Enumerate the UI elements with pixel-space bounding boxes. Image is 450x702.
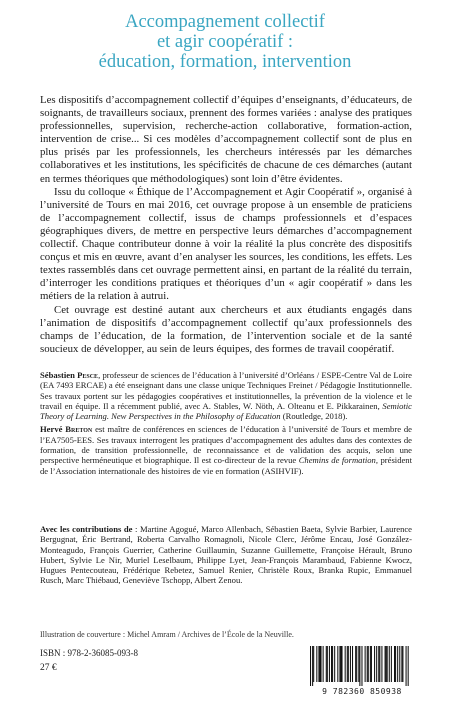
book-title — [0, 12, 450, 72]
contributors-list: : Martine Agogué, Marco Allenbach, Sébastien Baeta, Sylvie Barbier, Laurence Bergugnat, Éric Bertrand, Roberta Carvalho Romagnoli, Nicole Clerc, Jérôme Encau, José González-Monteagudo, François Guerrier, Catherine Guillaumin, Suzanne Guillemette, Françoise Hérault, Bruno Hubert, Sylvie Le Nir, Muriel Leselbaum, Philippe Lyet, Jean-François Marambaud, Fabienne Kwocz, Hugues Pentecouteau, Frédérique Rebetez, Samuel Renier, Christèle Roux, Branka Rupic, Emmanuel Rusch, Marc Thiébaud, Geneviève Tschopp, Albert Zenou. — [40, 524, 412, 586]
barcode-bar — [374, 646, 375, 682]
author-bio-tail: (Routledge, 2018). — [280, 411, 348, 422]
author-bio-tail: , président de l’Association internationale des histoires de vie en formation (ASIHVIF). — [40, 455, 412, 476]
barcode-bar — [406, 646, 407, 686]
author-bio-text: est maître de conférences en sciences de l’éducation à l’université de Tours et membre de l’EA7505-EES. Ses travaux interrogent les pratiques d’accompagnement des adultes dans des contextes de formation, de transition professionnelle, de reconnaissance et de validation des acquis, selon une perspective herméneutique et biographique. Il est co-directeur de la revue — [40, 424, 412, 466]
barcode-digits: 9 782360 850938 — [322, 687, 402, 696]
barcode-bar — [402, 646, 403, 682]
barcode-bar — [347, 646, 348, 682]
barcode-bar — [352, 646, 353, 682]
barcode-bar — [408, 646, 409, 686]
barcode-bar — [367, 646, 368, 682]
barcode-bar — [342, 646, 343, 682]
barcode-bar — [376, 646, 377, 682]
description-paragraph-2: Issu du colloque « Éthique de l’Accompagnement et Agir Coopératif », organisé à l’université de Tours en mai 2016, cet ouvrage propose à un ensemble de praticiens de l’accompagnement collectif, issus de champs professionnels et d’espaces géographiques divers, de mettre en perspective leurs démarches d’accompagnement collectif. Chaque contributeur donne à voir la réalité la plus concrète des dispositifs conçus et mis en œuvre, avant d’en analyser les sources, les conditions, les effets. Les textes rassemblés dans cet ouvrage permettent ainsi, en partant de la réalité du terrain, d’interroger les conditions pratiques et théoriques d’un « agir coopératif » dans les métiers de la relation à autrui. — [40, 185, 412, 303]
barcode-bar — [379, 646, 380, 682]
title-line-2: et agir coopératif : — [156, 32, 294, 52]
description-paragraph-3: Cet ouvrage est destiné autant aux chercheurs et aux étudiants engagés dans l’animation de dispositifs d’accompagnement collectif qu’aux professionnels des champs de l’éducation, de la formation, de l’intervention sociale et de la santé soucieux de développer, au sein de leurs équipes, des formes de travail coopératif. — [40, 303, 412, 355]
barcode-bar — [329, 646, 330, 682]
barcode-bar — [385, 646, 386, 682]
barcode-bar — [337, 646, 338, 682]
barcode-bar — [381, 646, 382, 682]
price: 27 € — [40, 663, 57, 673]
barcode-bar — [370, 646, 371, 682]
barcode-bar — [340, 646, 341, 682]
barcode-bar — [331, 646, 332, 682]
author-last-name: Pesce — [77, 370, 99, 380]
barcode-bar — [339, 646, 340, 682]
barcode-bar — [312, 646, 313, 686]
author-bio-text: , professeur de sciences de l’éducation à l’université d’Orléans / ESPE-Centre Val de Loire (EA 7493 ERCAE) a été enseignant dans une classe unique Techniques Freinet / Pédagogie Institutionnelle. Ses travaux portent sur les pédagogies coopératives et institutionnelles, la prévention de la violence et le travail en équipe. Il a récemment publié, avec A. Stables, W. Nöth, A. Olteanu et E. Pikkarainen, — [40, 370, 412, 411]
barcode-bar — [321, 646, 322, 682]
barcode-bar — [348, 646, 349, 682]
barcode-bar — [326, 646, 327, 682]
barcode-bars — [306, 644, 418, 686]
barcode-bar — [332, 646, 333, 682]
barcode-bar — [350, 646, 351, 682]
barcode-bar — [395, 646, 396, 682]
author-bio-breton — [40, 424, 412, 475]
barcode — [306, 644, 418, 696]
barcode-bar — [389, 646, 390, 682]
author-first-name: Hervé — [40, 424, 63, 435]
description — [40, 94, 412, 356]
barcode-bar — [387, 646, 388, 682]
barcode-bar — [399, 646, 400, 682]
book-reference: Semiotic Theory of Learning. New Perspectives in the Philosophy of Education — [40, 400, 412, 422]
barcode-bar — [355, 646, 356, 682]
description-paragraph-1: Les dispositifs d’accompagnement collectif d’équipes d’enseignants, d’éducateurs, de soignants, de travailleurs sociaux, prennent des formes variées : analyse des pratiques professionnelles, supervision, recherche-action collaborative, formation-action, intervention de crise... Si ces modèles d’accompagnement collectif sont de plus en plus prisés par les professionnels, les chercheurs intéressés par les démarches collaboratives et les institutions, les spécificités de chacune de ces démarches (autant en termes théoriques que méthodologiques) sont loin d’être évidentes. — [40, 94, 412, 185]
barcode-bar — [368, 646, 369, 682]
title-line-1: Accompagnement collectif — [125, 12, 325, 32]
author-last-name: Breton — [65, 424, 93, 435]
author-first-name: Sébastien — [40, 370, 75, 380]
contributors-label: Avec les contributions de — [40, 524, 133, 534]
barcode-bar — [391, 646, 392, 682]
barcode-bar — [378, 646, 379, 682]
barcode-bar — [394, 646, 395, 682]
barcode-bar — [313, 646, 314, 682]
barcode-bar — [334, 646, 335, 682]
barcode-bar — [318, 646, 319, 682]
barcode-bar — [345, 646, 346, 682]
journal-reference: Chemins de formation — [298, 455, 376, 466]
barcode-bar — [319, 646, 320, 682]
author-bios — [40, 370, 412, 479]
barcode-bar — [356, 646, 357, 682]
cover-credit: Illustration de couverture : Michel Amram / Archives de l’École de la Neuville. — [40, 630, 294, 639]
barcode-bar — [310, 646, 311, 686]
title-line-3: éducation, formation, intervention — [98, 52, 352, 72]
barcode-bar — [327, 646, 328, 682]
barcode-bar — [401, 646, 402, 682]
barcode-bar — [359, 646, 360, 686]
barcode-bar — [323, 646, 324, 682]
barcode-bar — [358, 646, 359, 682]
barcode-bar — [361, 646, 362, 686]
barcode-bar — [371, 646, 372, 682]
barcode-bar — [386, 646, 387, 682]
barcode-bar — [365, 646, 366, 682]
isbn: ISBN : 978-2-36085-093-8 — [40, 648, 138, 658]
barcode-bar — [316, 646, 317, 682]
author-bio-pesce — [40, 370, 412, 421]
contributors — [40, 524, 412, 586]
barcode-bar — [397, 646, 398, 682]
